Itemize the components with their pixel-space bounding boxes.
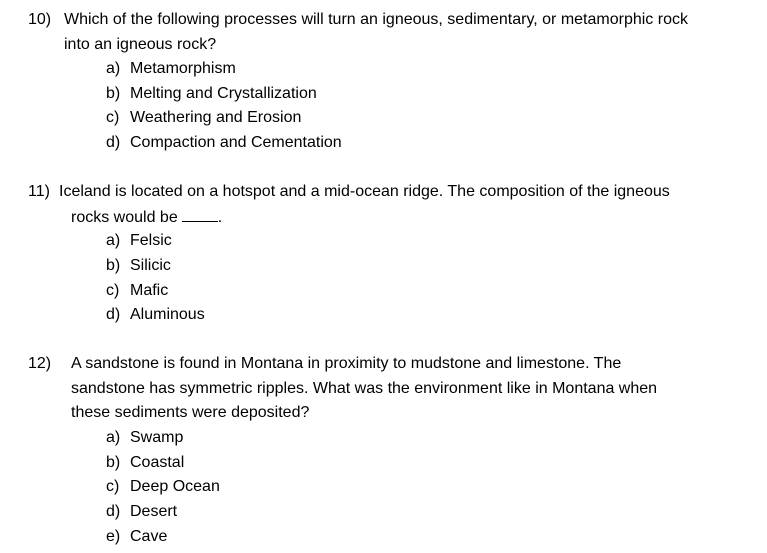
answer-option[interactable]: [106, 305, 205, 325]
option-text: Swamp: [130, 429, 184, 446]
answer-option[interactable]: [106, 84, 317, 104]
option-text: Mafic: [130, 282, 169, 299]
question-text-line: Iceland is located on a hotspot and a mid-ocean ridge. The composition of the igneous: [59, 183, 670, 200]
option-letter: d): [106, 134, 121, 151]
answer-option[interactable]: [106, 281, 168, 301]
option-letter: e): [106, 528, 121, 545]
answer-option[interactable]: [106, 256, 171, 276]
option-text: Aluminous: [130, 306, 205, 323]
option-letter: a): [106, 429, 121, 446]
option-text: Deep Ocean: [130, 478, 220, 495]
option-letter: a): [106, 60, 121, 77]
question-text-line: rocks would be: [71, 209, 178, 226]
option-text: Coastal: [130, 454, 185, 471]
answer-option[interactable]: [106, 502, 177, 522]
answer-option[interactable]: [106, 59, 236, 79]
question-number: 12): [28, 355, 52, 372]
question-text-line: into an igneous rock?: [64, 36, 217, 53]
question-text-line: sandstone has symmetric ripples. What was the environment like in Montana when: [71, 380, 658, 397]
answer-option[interactable]: [106, 428, 183, 448]
option-letter: d): [106, 503, 121, 520]
question-number: 10): [28, 11, 52, 28]
answer-option[interactable]: [106, 231, 172, 251]
option-text: Weathering and Erosion: [130, 109, 302, 126]
option-text: Cave: [130, 528, 168, 545]
option-text: Metamorphism: [130, 60, 236, 77]
answer-option[interactable]: [106, 453, 184, 473]
option-letter: c): [106, 109, 120, 126]
option-letter: b): [106, 257, 121, 274]
question-text-line: Which of the following processes will turn an igneous, sedimentary, or metamorphic rock: [64, 11, 688, 28]
answer-option[interactable]: [106, 527, 167, 547]
answer-blank: [182, 207, 218, 222]
option-text: Felsic: [130, 232, 172, 249]
option-text: Compaction and Cementation: [130, 134, 342, 151]
option-text: Silicic: [130, 257, 171, 274]
option-letter: d): [106, 306, 121, 323]
answer-option[interactable]: [106, 477, 220, 497]
blank-suffix: .: [217, 209, 223, 226]
option-text: Melting and Crystallization: [130, 85, 317, 102]
question-number: 11): [28, 183, 50, 200]
option-letter: b): [106, 85, 121, 102]
option-letter: c): [106, 282, 120, 299]
option-letter: a): [106, 232, 121, 249]
question-text-line: A sandstone is found in Montana in proximity to mudstone and limestone. The: [71, 355, 622, 372]
question-text-line-with-blank: [71, 207, 222, 227]
answer-option[interactable]: [106, 108, 301, 128]
question-text-line: these sediments were deposited?: [71, 404, 310, 421]
option-text: Desert: [130, 503, 178, 520]
answer-option[interactable]: [106, 133, 342, 153]
option-letter: c): [106, 478, 120, 495]
option-letter: b): [106, 454, 121, 471]
